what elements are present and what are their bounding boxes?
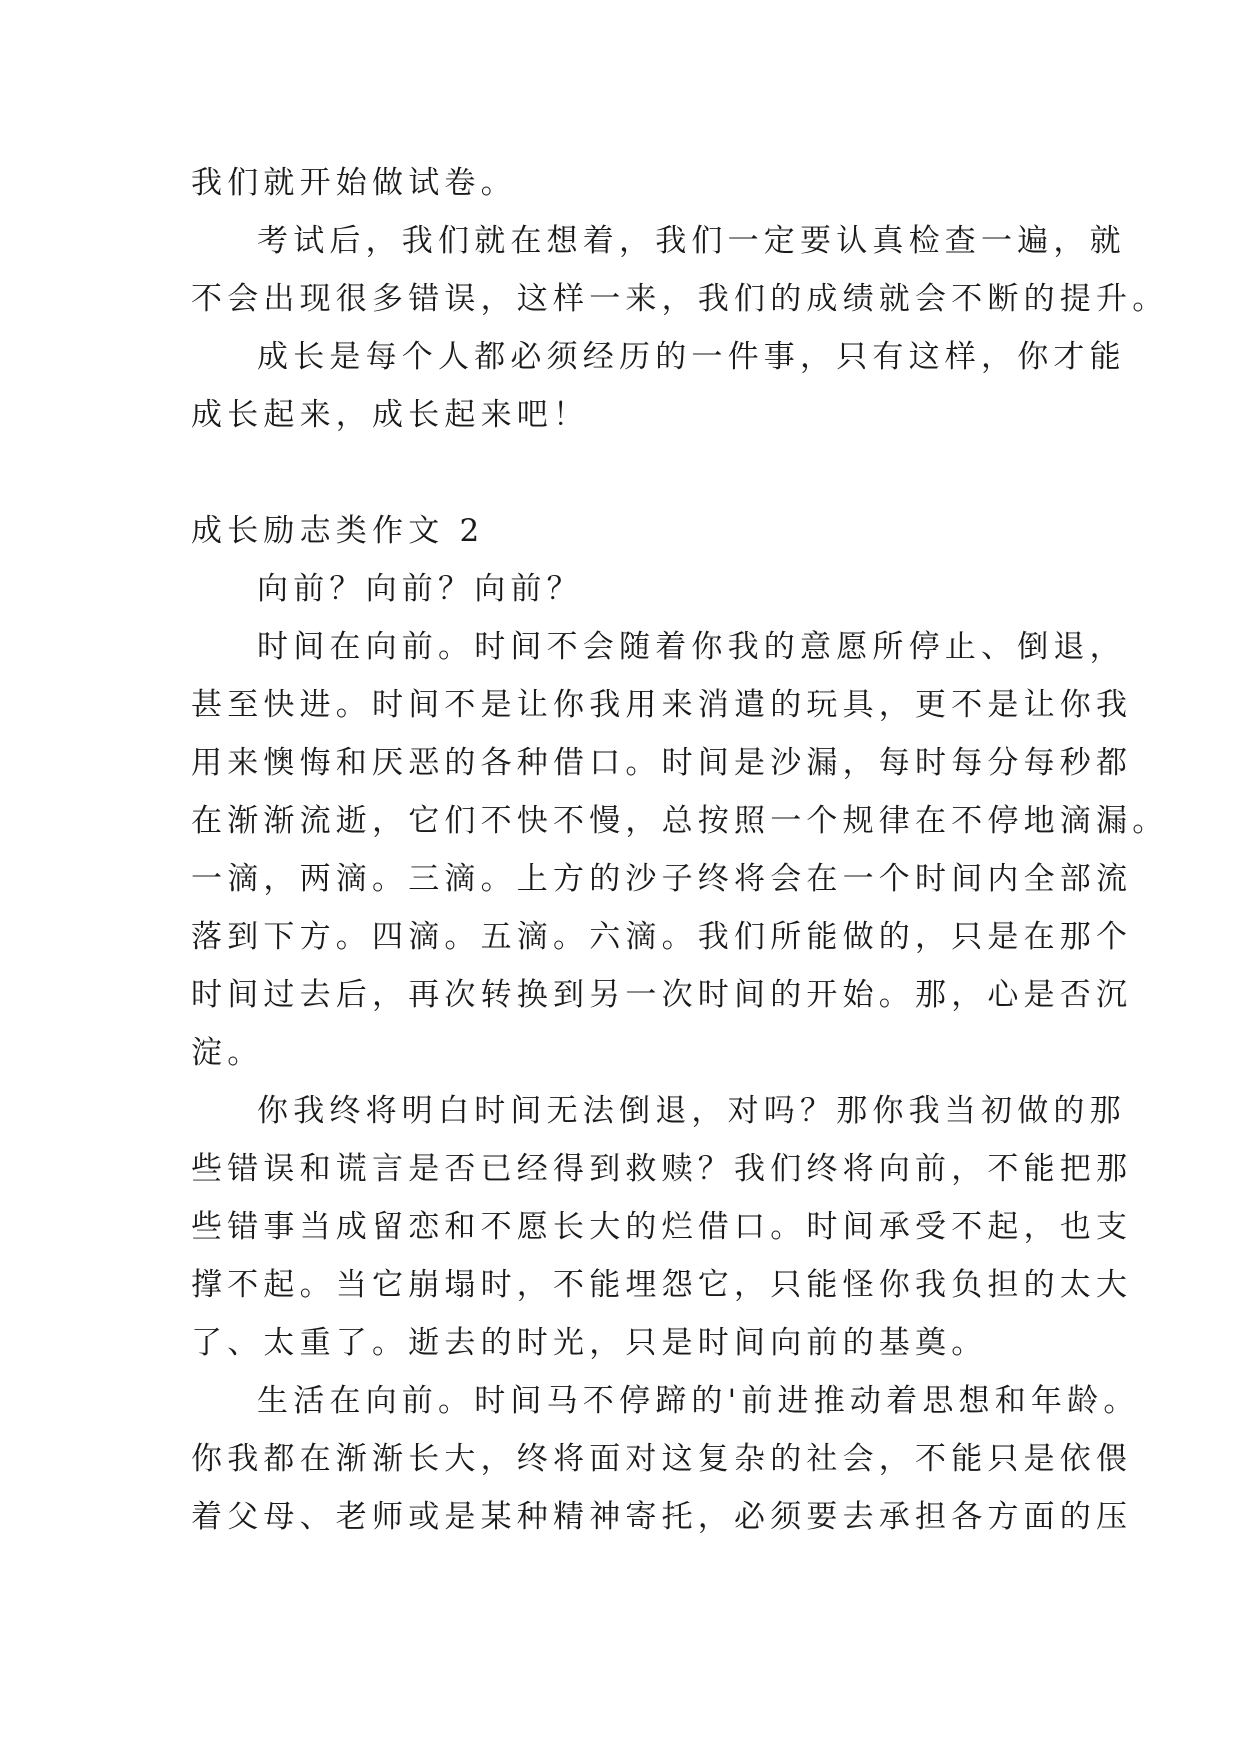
text-line: 成长起来，成长起来吧！ — [191, 397, 590, 433]
paragraph-start: 你我终将明白时间无法倒退，对吗？那你我当初做的那 — [257, 1093, 1126, 1129]
section-heading: 成长励志类作文 2 — [191, 513, 485, 549]
text-line: 不会出现很多错误，这样一来，我们的成绩就会不断的提升。 — [191, 281, 1169, 317]
paragraph-start: 考试后，我们就在想着，我们一定要认真检查一遍，就 — [257, 223, 1126, 259]
text-line: 些错事当成留恋和不愿长大的烂借口。时间承受不起，也支 — [191, 1209, 1133, 1245]
text-line: 时间过去后，再次转换到另一次时间的开始。那，心是否沉 — [191, 977, 1133, 1013]
paragraph-start: 向前？向前？向前？ — [257, 571, 583, 607]
text-line: 撑不起。当它崩塌时，不能埋怨它，只能怪你我负担的太大 — [191, 1267, 1133, 1303]
text-line: 甚至快进。时间不是让你我用来消遣的玩具，更不是让你我 — [191, 687, 1133, 723]
paragraph-start: 成长是每个人都必须经历的一件事，只有这样，你才能 — [257, 339, 1126, 375]
text-line: 落到下方。四滴。五滴。六滴。我们所能做的，只是在那个 — [191, 919, 1133, 955]
text-line: 了、太重了。逝去的时光，只是时间向前的基奠。 — [191, 1325, 988, 1361]
paragraph-start: 时间在向前。时间不会随着你我的意愿所停止、倒退， — [257, 629, 1126, 665]
section-gap — [191, 444, 1061, 502]
text-line: 用来懊悔和厌恶的各种借口。时间是沙漏，每时每分每秒都 — [191, 745, 1133, 781]
text-line: 着父母、老师或是某种精神寄托，必须要去承担各方面的压 — [191, 1499, 1133, 1535]
paragraph-start: 生活在向前。时间马不停蹄的'前进推动着思想和年龄。 — [257, 1383, 1140, 1419]
text-line: 一滴，两滴。三滴。上方的沙子终将会在一个时间内全部流 — [191, 861, 1133, 897]
text-line: 淀。 — [191, 1035, 264, 1071]
document-page — [191, 154, 1169, 1546]
text-line: 我们就开始做试卷。 — [191, 165, 517, 201]
text-line: 些错误和谎言是否已经得到救赎？我们终将向前，不能把那 — [191, 1151, 1133, 1187]
text-line: 你我都在渐渐长大，终将面对这复杂的社会，不能只是依偎 — [191, 1441, 1133, 1477]
text-line: 在渐渐流逝，它们不快不慢，总按照一个规律在不停地滴漏。 — [191, 803, 1169, 839]
